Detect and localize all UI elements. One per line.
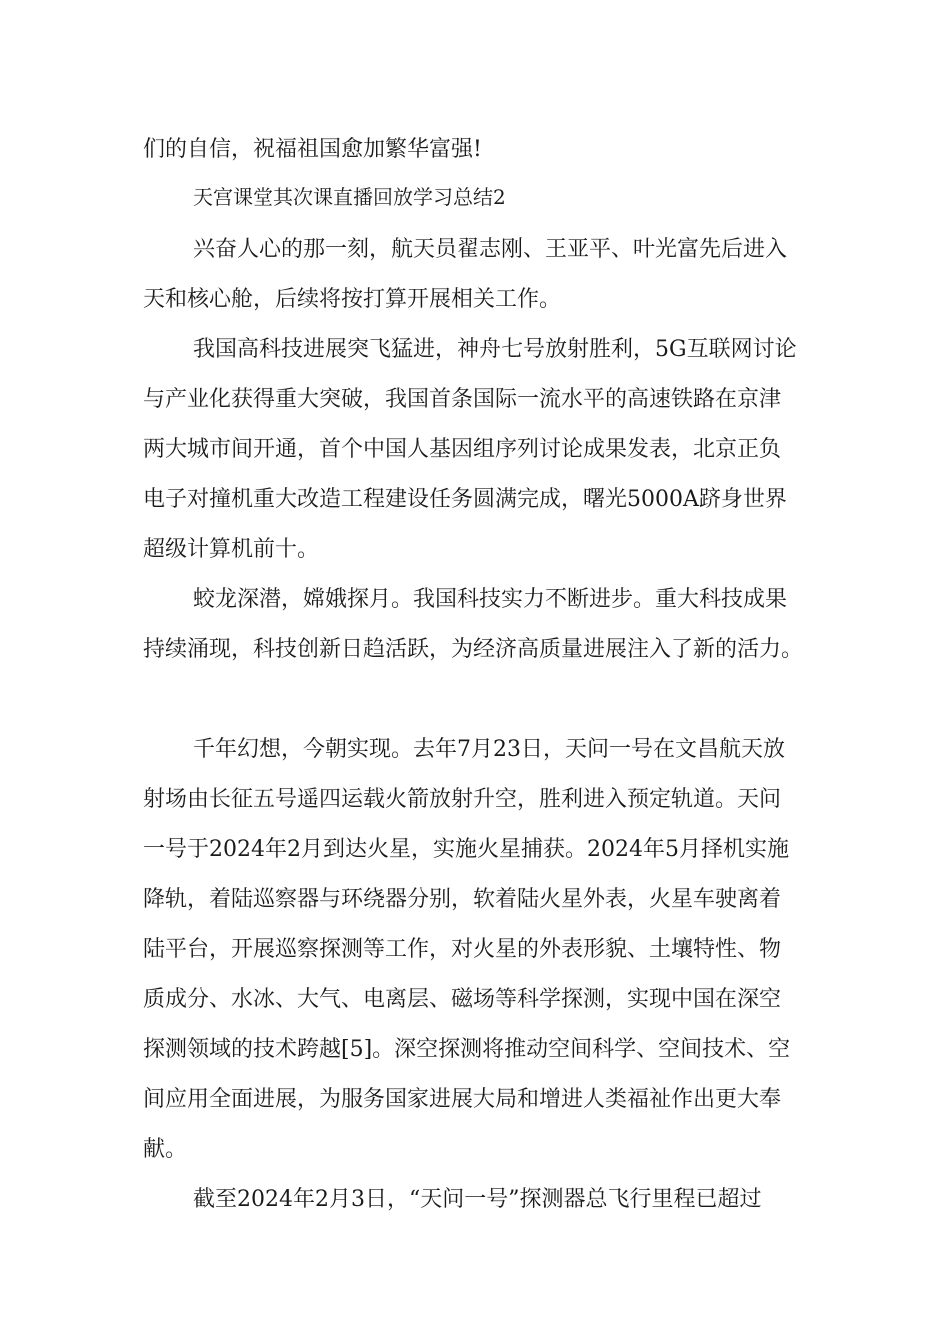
paragraph-line: 千年幻想，今朝实现。去年7月23日，天问一号在文昌航天放 — [193, 737, 785, 762]
paragraph-line: 持续涌现，科技创新日趋活跃，为经济高质量进展注入了新的活力。 — [143, 637, 804, 662]
paragraph-line: 献。 — [143, 1137, 188, 1162]
paragraph-line: 天和核心舱，后续将按打算开展相关工作。 — [143, 287, 562, 312]
paragraph-line: 陆平台，开展巡察探测等工作，对火星的外表形貌、土壤特性、物 — [143, 937, 782, 962]
paragraph-line: 射场由长征五号遥四运载火箭放射升空，胜利进入预定轨道。天问 — [143, 787, 782, 812]
paragraph-line: 间应用全面进展，为服务国家进展大局和增进人类福祉作出更大奉 — [143, 1087, 782, 1112]
paragraph-line: 超级计算机前十。 — [143, 537, 320, 562]
paragraph-line: 电子对撞机重大改造工程建设任务圆满完成，曙光5000A跻身世界 — [143, 487, 787, 512]
paragraph-line: 兴奋人心的那一刻，航天员翟志刚、王亚平、叶光富先后进入 — [193, 237, 788, 262]
paragraph-line: 两大城市间开通，首个中国人基因组序列讨论成果发表，北京正负 — [143, 437, 782, 462]
paragraph-line: 我国高科技进展突飞猛进，神舟七号放射胜利，5G互联网讨论 — [193, 337, 797, 362]
paragraph-line: 一号于2024年2月到达火星，实施火星捕获。2024年5月择机实施 — [143, 837, 789, 862]
paragraph-line: 与产业化获得重大突破，我国首条国际一流水平的高速铁路在京津 — [143, 387, 782, 412]
paragraph-line: 蛟龙深潜，嫦娥探月。我国科技实力不断进步。重大科技成果 — [193, 587, 788, 612]
paragraph-line: 截至2024年2月3日，“天问一号”探测器总飞行里程已超过 — [193, 1187, 762, 1212]
paragraph-line: 质成分、水冰、大气、电离层、磁场等科学探测，实现中国在深空 — [143, 987, 782, 1012]
paragraph-line: 探测领域的技术跨越[5]。深空探测将推动空间科学、空间技术、空 — [143, 1037, 791, 1062]
paragraph-line: 们的自信，祝福祖国愈加繁华富强! — [143, 137, 482, 162]
section-title: 天宫课堂其次课直播回放学习总结2 — [193, 185, 506, 209]
paragraph-line: 降轨，着陆巡察器与环绕器分别，软着陆火星外表，火星车驶离着 — [143, 887, 782, 912]
